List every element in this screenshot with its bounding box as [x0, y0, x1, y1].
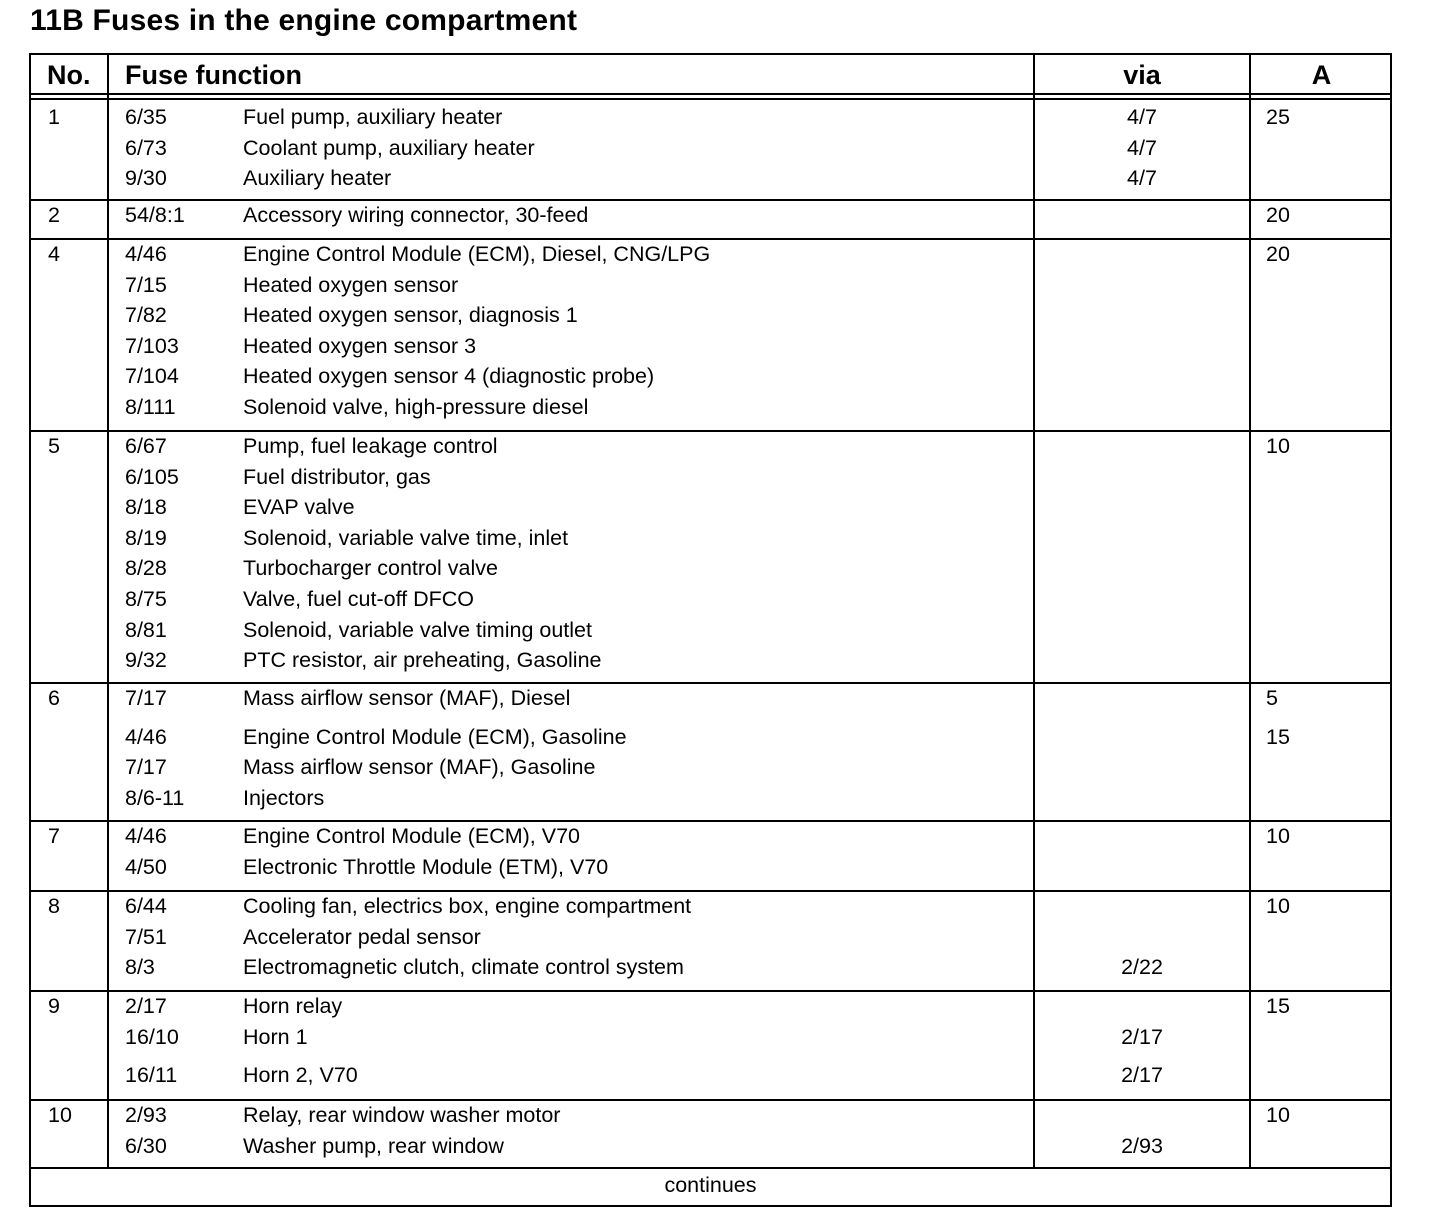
- fuse-amperage: 10: [1266, 824, 1290, 848]
- fuse-number: 8: [48, 894, 60, 918]
- fuse-function-line: [31, 783, 1390, 814]
- fuse-function-line: [31, 300, 1390, 331]
- fuse-function-line: [31, 133, 1390, 164]
- fuse-function-line: [31, 891, 1390, 922]
- component-description: Relay, rear window washer motor: [243, 1103, 561, 1127]
- header-no: No.: [47, 60, 91, 90]
- fuse-number: 5: [48, 434, 60, 458]
- component-description: Heated oxygen sensor: [243, 272, 459, 297]
- component-description: Electronic Throttle Module (ETM), V70: [243, 854, 609, 879]
- component-description: PTC resistor, air preheating, Gasoline: [243, 648, 602, 673]
- header-rule: [31, 93, 1390, 95]
- header-function: Fuse function: [125, 60, 302, 90]
- component-description: Solenoid, variable valve timing outlet: [243, 617, 592, 642]
- fuse-number: 7: [48, 824, 60, 848]
- component-description: Engine Control Module (ECM), Gasoline: [243, 724, 627, 749]
- fuse-function-line: [31, 270, 1390, 301]
- component-code: 54/8:1: [125, 203, 185, 227]
- component-description: Horn 1: [243, 1024, 308, 1049]
- component-description: Auxiliary heater: [243, 166, 392, 191]
- row-divider: [31, 820, 1390, 822]
- component-description: Fuel pump, auxiliary heater: [243, 105, 503, 129]
- fuse-function-line: [31, 952, 1390, 983]
- component-code: 4/50: [125, 854, 167, 879]
- component-description: Accelerator pedal sensor: [243, 924, 481, 949]
- component-description: Washer pump, rear window: [243, 1133, 504, 1158]
- fuse-table: [29, 53, 1392, 1207]
- fuse-function-line: [31, 722, 1390, 753]
- component-description: Engine Control Module (ECM), Diesel, CNG/LPG: [243, 242, 711, 266]
- row-divider: [31, 238, 1390, 240]
- component-code: 4/46: [125, 724, 167, 749]
- component-description: Heated oxygen sensor 3: [243, 333, 477, 358]
- row-divider: [31, 1099, 1390, 1101]
- component-code: 9/32: [125, 648, 167, 673]
- component-code: 8/6-11: [125, 785, 185, 810]
- fuse-function-line: [31, 922, 1390, 953]
- via-value: 2/93: [1121, 1133, 1163, 1158]
- header-rule: [31, 98, 1390, 100]
- component-code: 16/11: [125, 1063, 178, 1088]
- component-description: Heated oxygen sensor, diagnosis 1: [243, 303, 578, 328]
- component-description: Coolant pump, auxiliary heater: [243, 135, 535, 160]
- fuse-function-line: [31, 492, 1390, 523]
- component-code: 2/93: [125, 1103, 167, 1127]
- fuse-function-line: [31, 683, 1390, 714]
- via-value: 4/7: [1127, 166, 1157, 191]
- via-value: 2/17: [1121, 1063, 1163, 1088]
- fuse-function-line: [31, 331, 1390, 362]
- component-code: 7/17: [125, 686, 167, 710]
- component-code: 6/44: [125, 894, 167, 918]
- fuse-function-line: [31, 1131, 1390, 1162]
- fuse-number: 2: [48, 203, 60, 227]
- component-code: 7/51: [125, 924, 167, 949]
- fuse-function-line: [31, 821, 1390, 852]
- fuse-amperage: 10: [1266, 894, 1290, 918]
- via-value: 2/17: [1121, 1024, 1163, 1049]
- fuse-amperage: 15: [1266, 994, 1290, 1018]
- component-code: 8/18: [125, 495, 167, 520]
- fuse-function-line: [31, 102, 1390, 133]
- fuse-number: 10: [48, 1103, 72, 1127]
- fuse-function-line: [31, 553, 1390, 584]
- fuse-function-line: [31, 239, 1390, 270]
- row-divider: [31, 430, 1390, 432]
- component-code: 6/105: [125, 464, 179, 489]
- fuse-amperage: 10: [1266, 1103, 1290, 1127]
- fuse-function-line: [31, 852, 1390, 883]
- fuse-number: 6: [48, 686, 60, 710]
- fuse-amperage: 5: [1266, 686, 1278, 710]
- component-description: Engine Control Module (ECM), V70: [243, 824, 580, 848]
- fuse-function-line: [31, 200, 1390, 231]
- header-via: via: [1123, 60, 1161, 90]
- fuse-function-line: [31, 584, 1390, 615]
- row-divider: [31, 890, 1390, 892]
- component-code: 8/81: [125, 617, 167, 642]
- fuse-function-line: [31, 1022, 1390, 1053]
- component-code: 4/46: [125, 824, 167, 848]
- component-description: Fuel distributor, gas: [243, 464, 431, 489]
- component-description: Horn 2, V70: [243, 1063, 358, 1088]
- component-description: Horn relay: [243, 994, 343, 1018]
- component-code: 2/17: [125, 994, 167, 1018]
- component-code: 7/15: [125, 272, 167, 297]
- component-description: Cooling fan, electrics box, engine compartment: [243, 894, 692, 918]
- row-divider: [31, 990, 1390, 992]
- fuse-function-line: [31, 1100, 1390, 1131]
- component-description: Valve, fuel cut-off DFCO: [243, 587, 475, 611]
- fuse-amperage: 10: [1266, 434, 1290, 458]
- component-code: 8/28: [125, 556, 167, 581]
- component-code: 6/67: [125, 434, 167, 458]
- component-code: 6/30: [125, 1133, 167, 1158]
- component-description: Heated oxygen sensor 4 (diagnostic probe): [243, 364, 655, 389]
- continues-note: continues: [664, 1173, 757, 1197]
- row-divider: [31, 199, 1390, 201]
- fuse-function-line: [31, 361, 1390, 392]
- fuse-function-line: [31, 523, 1390, 554]
- fuse-function-line: [31, 991, 1390, 1022]
- component-code: 8/75: [125, 587, 167, 611]
- fuse-amperage: 25: [1266, 105, 1290, 129]
- component-code: 7/82: [125, 303, 167, 328]
- fuse-function-line: [31, 615, 1390, 646]
- fuse-function-line: [31, 645, 1390, 676]
- component-description: Solenoid valve, high-pressure diesel: [243, 395, 589, 419]
- header-amp: A: [1311, 60, 1332, 90]
- component-code: 4/46: [125, 242, 167, 266]
- via-value: 4/7: [1127, 105, 1157, 129]
- component-description: Turbocharger control valve: [243, 556, 498, 581]
- component-description: EVAP valve: [243, 495, 355, 520]
- fuse-function-line: [31, 163, 1390, 194]
- via-value: 4/7: [1127, 135, 1157, 160]
- component-code: 16/10: [125, 1024, 179, 1049]
- fuse-amperage: 15: [1266, 724, 1290, 749]
- via-value: 2/22: [1121, 955, 1163, 980]
- component-code: 7/103: [125, 333, 179, 358]
- fuse-function-line: [31, 462, 1390, 493]
- component-description: Solenoid, variable valve time, inlet: [243, 525, 569, 550]
- component-code: 8/111: [125, 395, 176, 419]
- component-code: 9/30: [125, 166, 167, 191]
- component-code: 8/19: [125, 525, 167, 550]
- component-code: 6/73: [125, 135, 167, 160]
- row-divider: [31, 682, 1390, 684]
- component-description: Electromagnetic clutch, climate control system: [243, 955, 684, 980]
- component-description: Mass airflow sensor (MAF), Gasoline: [243, 755, 596, 780]
- fuse-number: 1: [48, 105, 60, 129]
- component-description: Mass airflow sensor (MAF), Diesel: [243, 686, 571, 710]
- fuse-amperage: 20: [1266, 203, 1290, 227]
- component-code: 7/17: [125, 755, 167, 780]
- fuse-function-line: [31, 1060, 1390, 1091]
- page-title: 11B Fuses in the engine compartment: [30, 4, 578, 37]
- fuse-amperage: 20: [1266, 242, 1290, 266]
- component-code: 7/104: [125, 364, 179, 389]
- component-description: Injectors: [243, 785, 325, 810]
- fuse-function-line: [31, 392, 1390, 423]
- fuse-number: 4: [48, 242, 60, 266]
- component-description: Accessory wiring connector, 30-feed: [243, 203, 589, 227]
- component-description: Pump, fuel leakage control: [243, 434, 498, 458]
- fuse-function-line: [31, 431, 1390, 462]
- fuse-number: 9: [48, 994, 60, 1018]
- fuse-function-line: [31, 752, 1390, 783]
- component-code: 8/3: [125, 955, 155, 980]
- component-code: 6/35: [125, 105, 167, 129]
